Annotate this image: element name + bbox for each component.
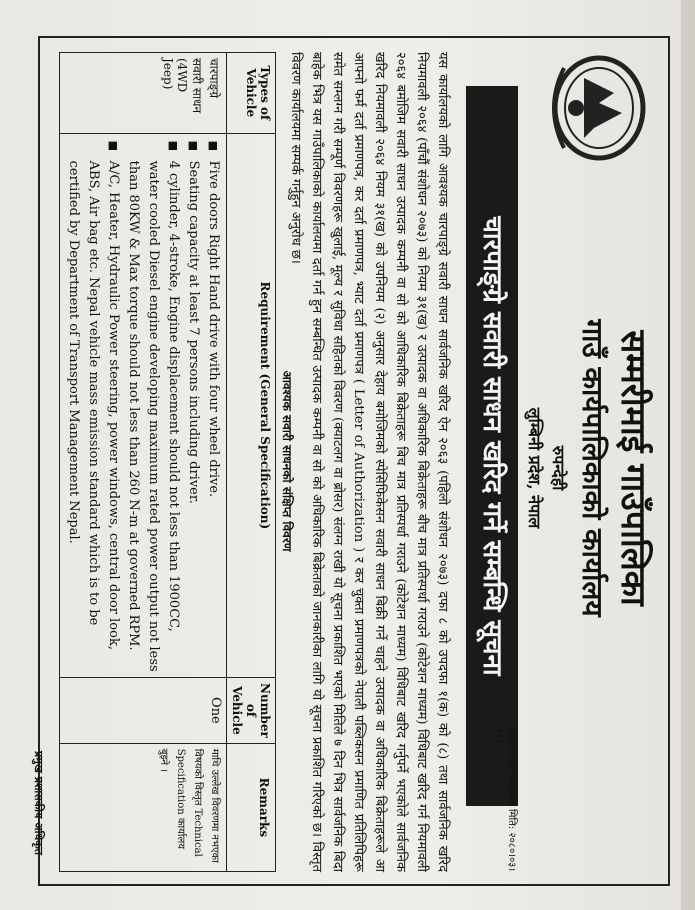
requirement-cell bbox=[60, 133, 227, 677]
org-name: सम्मरीमाई गाउँपालिका bbox=[613, 330, 653, 606]
number-cell: One bbox=[60, 678, 227, 744]
vehicle-type-line: (4WD bbox=[175, 58, 189, 93]
signatory: प्रमुख प्रशासकीय अधिकृत bbox=[32, 751, 45, 855]
requirement-item: ■ A/C, Heater, Hydraulic Power steering, power windows, central door look, ABS, Air bag etc. Nepal vehicle mass emission standard which is to be certified by Department of Transport Management Nepal. bbox=[63, 139, 123, 672]
requirement-item: ■ 4 cylinder, 4-stroke, Engine displacement should not less than 1900CC, water cooled Diesel engine developing maximum rated power output not less than 80KW & Max torque should not less than 260 N-m at governed RPM. bbox=[123, 139, 183, 672]
requirement-item: ■ Seating capacity at least 7 persons including driver. bbox=[183, 139, 203, 672]
office-name: गाउँ कार्यपालिकाको कार्यालय bbox=[576, 319, 609, 617]
header-number: Number of Vehicle bbox=[227, 678, 276, 744]
vehicle-type-line: चारपाङ्ग्रे bbox=[207, 58, 221, 98]
table-caption: आवश्यक सवारी साधनको संक्षिप्त विवरण bbox=[280, 370, 294, 552]
header-vehicle-type: Types of Vehicle bbox=[227, 53, 276, 134]
remarks-cell: माथि उल्लेख विवरणमा नभएका विषयको विस्तृत Technical Specification कार्यालय बुझ्ने । bbox=[60, 743, 227, 871]
notice-body: यस कार्यालयको लागि आवश्यक चारपाङ्ग्रे सवारी साधन सार्वजनिक खरिद ऐन २०६३ (पहिलो संशोधन २०७३) दफा ८ को उपदफा १(क) को (८) तथा सार्वजनिक खरिद नियमावली २०६४ (पाँचौं संशोधन २०७३) को नियम ३१(ख) र उत्पादक वा अधिकारिक बिक्रेताहरू बीच मात्र प्रतिस्पर्धा गराउने (कोटेशन माध्यम) विधिबाट खरिद गर्न नियमावली २०६४ बमोजिम सवारी साधन उत्पादक कम्पनी वा सो को आधिकारिक बिक्रेताहरू बिच मात्र प्रतिस्पर्धा गराउने (कोटेशन माध्यम) विधिबाट खरिद गर्नुपर्ने भएकोले सार्वजनिक खरिद नियमावली २०६४ नियम ३१(ख) को उपनियम (२) अनुसार देहाय बमोजिमको स्पेसिफिकेसन सवारी साधन बिक्री गर्ने चाहने उत्पादक वा अधिकारिक बिक्रेताहरूले आ आफ्नो फर्म दर्ता प्रमाणपत्र, कर दर्ता प्रमाणपत्र, भ्याट दर्ता प्रमाणपत्र ( Letter of Authorization ) र कर चुक्ता प्रमाणपत्रको नेपाली पब्लिकसन प्रमाणित प्रतिलिपिहरू समेत सम्लग्न गरी सम्पूर्ण विवरणहरू खुलाई, मूल्य र सुविधा सहितको विवरण (क्याटलग वा ब्रोसर) संलग्न राखी यो सूचना प्रकाशित भएको मितिले ७ दिन भित्र सार्वजनिक बिदा बाहेक भित्र यस गाउँपालिकाको कार्यालयमा दर्ता गर्न हुन सम्बन्धित उत्पादक कम्पनी वा सो को अधिकारिक बिक्रेताको जानकारीका लागि यो सूचना प्रकाशित गरिएको छ। विस्तृत विवरण कार्यालयमा सम्पर्क गर्नुहुन अनुरोध छ। bbox=[288, 52, 450, 872]
requirement-list bbox=[63, 139, 223, 672]
notice-frame bbox=[32, 36, 670, 886]
requirement-item: ■ Five doors Right Hand drive with four wheel drive. bbox=[203, 139, 223, 672]
vehicle-type-line: सवारी साधन bbox=[190, 58, 204, 113]
government-emblem-icon bbox=[544, 48, 654, 168]
district: रुपन्देही bbox=[549, 445, 568, 491]
header-requirement: Requirement (General Specification) bbox=[227, 133, 276, 677]
vehicle-type-cell bbox=[60, 53, 227, 134]
vehicle-type-line: Jeep) bbox=[161, 58, 175, 90]
publication-date: (प्रथम पटक प्रकाशित मिति: २०८०।०३।२६) bbox=[493, 728, 517, 872]
rotated-notice bbox=[30, 18, 690, 898]
notice-title: चारपाङ्ग्रे सवारी साधन खरिद गर्ने सम्बन्धि सूचना bbox=[466, 86, 518, 806]
table-header-row bbox=[227, 53, 276, 872]
province: लुम्बिनी प्रदेश, नेपाल bbox=[525, 407, 544, 529]
specification-table bbox=[59, 52, 276, 872]
table-row bbox=[60, 53, 227, 872]
header-remarks: Remarks bbox=[227, 743, 276, 871]
